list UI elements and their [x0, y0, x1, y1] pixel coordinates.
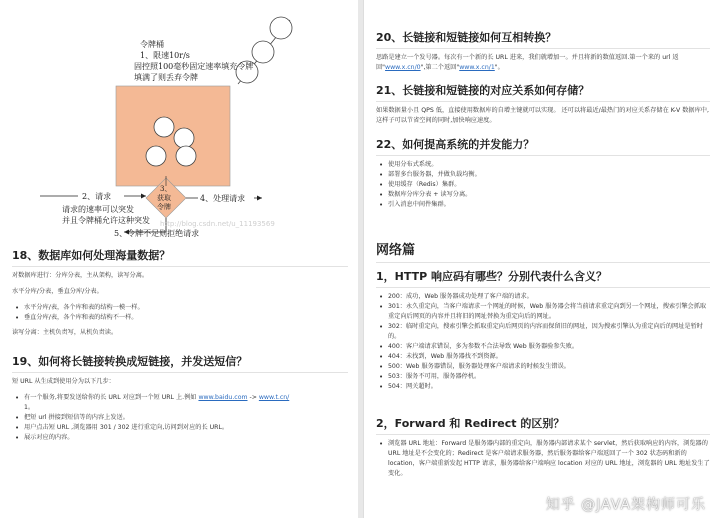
token-bucket-diagram: [0, 0, 358, 245]
blog-watermark: http://blog.csdn.net/u_11193569: [160, 220, 275, 228]
list-item-text: 有一个服务,将要发送给你的长 URL 对应到一个短 URL 上.例如: [24, 394, 199, 401]
list-item: • 503：服务不可用，服务器停机。: [376, 372, 710, 382]
section-title: 20、长链接和短链接如何互相转换？: [376, 31, 557, 44]
diagram-title-line: 1、限速10r/s: [140, 51, 190, 60]
list-item: • 垂直分库/表，各个库和表的结构不一样。: [12, 313, 348, 323]
diagram-title-line: 令牌桶: [140, 40, 164, 49]
zhihu-watermark: 知乎 @JAVA架构师可乐: [545, 497, 706, 513]
short-url-link[interactable]: www.t.cn/: [258, 394, 290, 401]
fetch-token-label: 3、: [160, 185, 172, 193]
paragraph: 如果数据量小且 QPS 低，直接使用数据库的自增主键就可以实现。 还可以将最近/最热门的对应关系存储在 K-V 数据库中,这样子可以节省空间的同时,加快响应速度。: [376, 107, 709, 124]
step-reject-label: 5、令牌不足则拒绝请求: [114, 229, 200, 238]
section-title: 2，Forward 和 Redirect 的区别？: [376, 417, 565, 430]
list-item: • 把短 url 拼接到短信等的内容上发送。: [12, 413, 348, 423]
token-circle: [176, 146, 196, 166]
list-item: • 展示对应的内容。: [12, 433, 348, 443]
list-item: • 浏览器 URL 地址：Forward 是服务器内部的重定向，服务器内部请求某个 servlet，然后获取响应的内容，浏览器的 URL 地址是不会变化的；Redirect 是客户端请求服务器，然后服务器给客户端返回了一个 302 状态码和新的 location，客户端重新发起 HTTP 请求，服务器给客户端响应 location 对应的 URL 地址，浏览器的 URL 地址发生了变化。: [376, 439, 710, 479]
left-page: [0, 0, 358, 518]
reject-note-line: 请求的速率可以突发: [62, 205, 134, 214]
paragraph: [376, 53, 710, 73]
section-18: [12, 249, 348, 338]
list-item: • 使用分布式系统。: [376, 160, 710, 170]
list-item: • 200：成功，Web 服务器成功处理了客户端的请求。: [376, 292, 710, 302]
section-title: 22、如何提高系统的并发能力？: [376, 138, 535, 151]
token-circle: [146, 146, 166, 166]
list-item: • 500：Web 服务器错误，服务器处理客户端请求的时候发生错误。: [376, 362, 710, 372]
arrowhead: [141, 194, 146, 199]
section-title: 1，HTTP 响应码有哪些？分别代表什么含义？: [376, 270, 608, 283]
section-20: [376, 31, 710, 73]
list-item: • 302：临时重定向，搜索引擎会抓取重定向后网页的内容而保留旧的网址，因为搜索引擎认为重定向后的网址是暂时的。: [376, 322, 710, 342]
list-item: • 引入消息中间件集群。: [376, 200, 710, 210]
baidu-link[interactable]: www.baidu.com: [198, 394, 248, 401]
list-item: • 水平分库/表，各个库和表的结构一模一样。: [12, 303, 348, 313]
list-item: • 使用缓存（Redis）集群。: [376, 180, 710, 190]
list-item: • 数据库分库分表 + 读写分离。: [376, 190, 710, 200]
section-title: 18、数据库如何处理海量数据？: [12, 249, 171, 262]
short-url-1-link[interactable]: www.x.cn/1: [459, 64, 495, 71]
paragraph: 短 URL 从生成到使用分为以下几步：: [12, 378, 115, 385]
list-item: • 504：网关超时。: [376, 382, 710, 392]
token-bucket: [116, 86, 230, 186]
diagram-title-line: 填满了则丢弃令牌: [134, 73, 198, 82]
step-process-label: 4、处理请求: [200, 194, 246, 203]
step-request-label: 2、请求: [82, 192, 112, 201]
chapter-title: 网络篇: [376, 243, 416, 258]
list-item: [12, 393, 348, 413]
network-section-header: [376, 243, 710, 267]
fetch-token-label: 获取: [157, 194, 171, 202]
token-circle: [154, 117, 174, 137]
list-item: • 用户点击短 URL ,浏览器用 301 / 302 进行重定向,访问到对应的长 URL。: [12, 423, 348, 433]
paragraph: 读写分离：主机负责写，从机负责读。: [12, 329, 118, 336]
diagram-title-line: 固控照100毫秒固定速率填充令牌: [134, 62, 254, 71]
paragraph: 对数据库进行：分库分表，主从架构，读写分离。: [12, 272, 149, 279]
question-2: [376, 417, 710, 479]
list-item: • 404：未找到，Web 服务器找不到资源。: [376, 352, 710, 362]
paragraph: 水平分库/分表，垂直分库/分表。: [12, 288, 103, 295]
reject-note-line: 并且令牌桶允许这种突发: [62, 216, 150, 225]
arrow-text: ->: [247, 394, 259, 401]
section-21: [376, 84, 710, 126]
section-title: 21、长链接和短链接的对应关系如何存储？: [376, 84, 590, 97]
list-item-text: 1。: [24, 404, 35, 411]
falling-token-circle: [252, 41, 274, 63]
section-22: [376, 138, 710, 210]
paragraph-text: "。: [494, 64, 504, 71]
paragraph-text: ",第二个返回": [420, 64, 460, 71]
fetch-token-label: 令牌: [157, 203, 171, 211]
short-url-0-link[interactable]: www.x.cn/0: [385, 64, 421, 71]
section-19: [12, 355, 348, 443]
paragraph-text: 思路是建立一个发号器。每次有一个新的长 URL 进来，我们就增加一。并且将新的数值返回.第一个来的 url 返回": [376, 54, 679, 71]
list-item: • 部署多台服务器，并做负载均衡。: [376, 170, 710, 180]
arrowhead: [257, 196, 262, 201]
section-title: 19、如何将长链接转换成短链接，并发送短信？: [12, 355, 248, 368]
token-circle: [174, 128, 194, 148]
list-item: • 301：永久重定向，当客户端请求一个网址的时候，Web 服务器会将当前请求重定向到另一个网址，搜索引擎会抓取重定向后网页的内容并且将旧的网址替换为重定向后的网址。: [376, 302, 710, 322]
list-item: • 400：客户端请求错误，多为参数不合法导致 Web 服务器验参失败。: [376, 342, 710, 352]
question-1: [376, 270, 710, 392]
right-page: [363, 0, 720, 518]
falling-token-circle: [270, 17, 292, 39]
